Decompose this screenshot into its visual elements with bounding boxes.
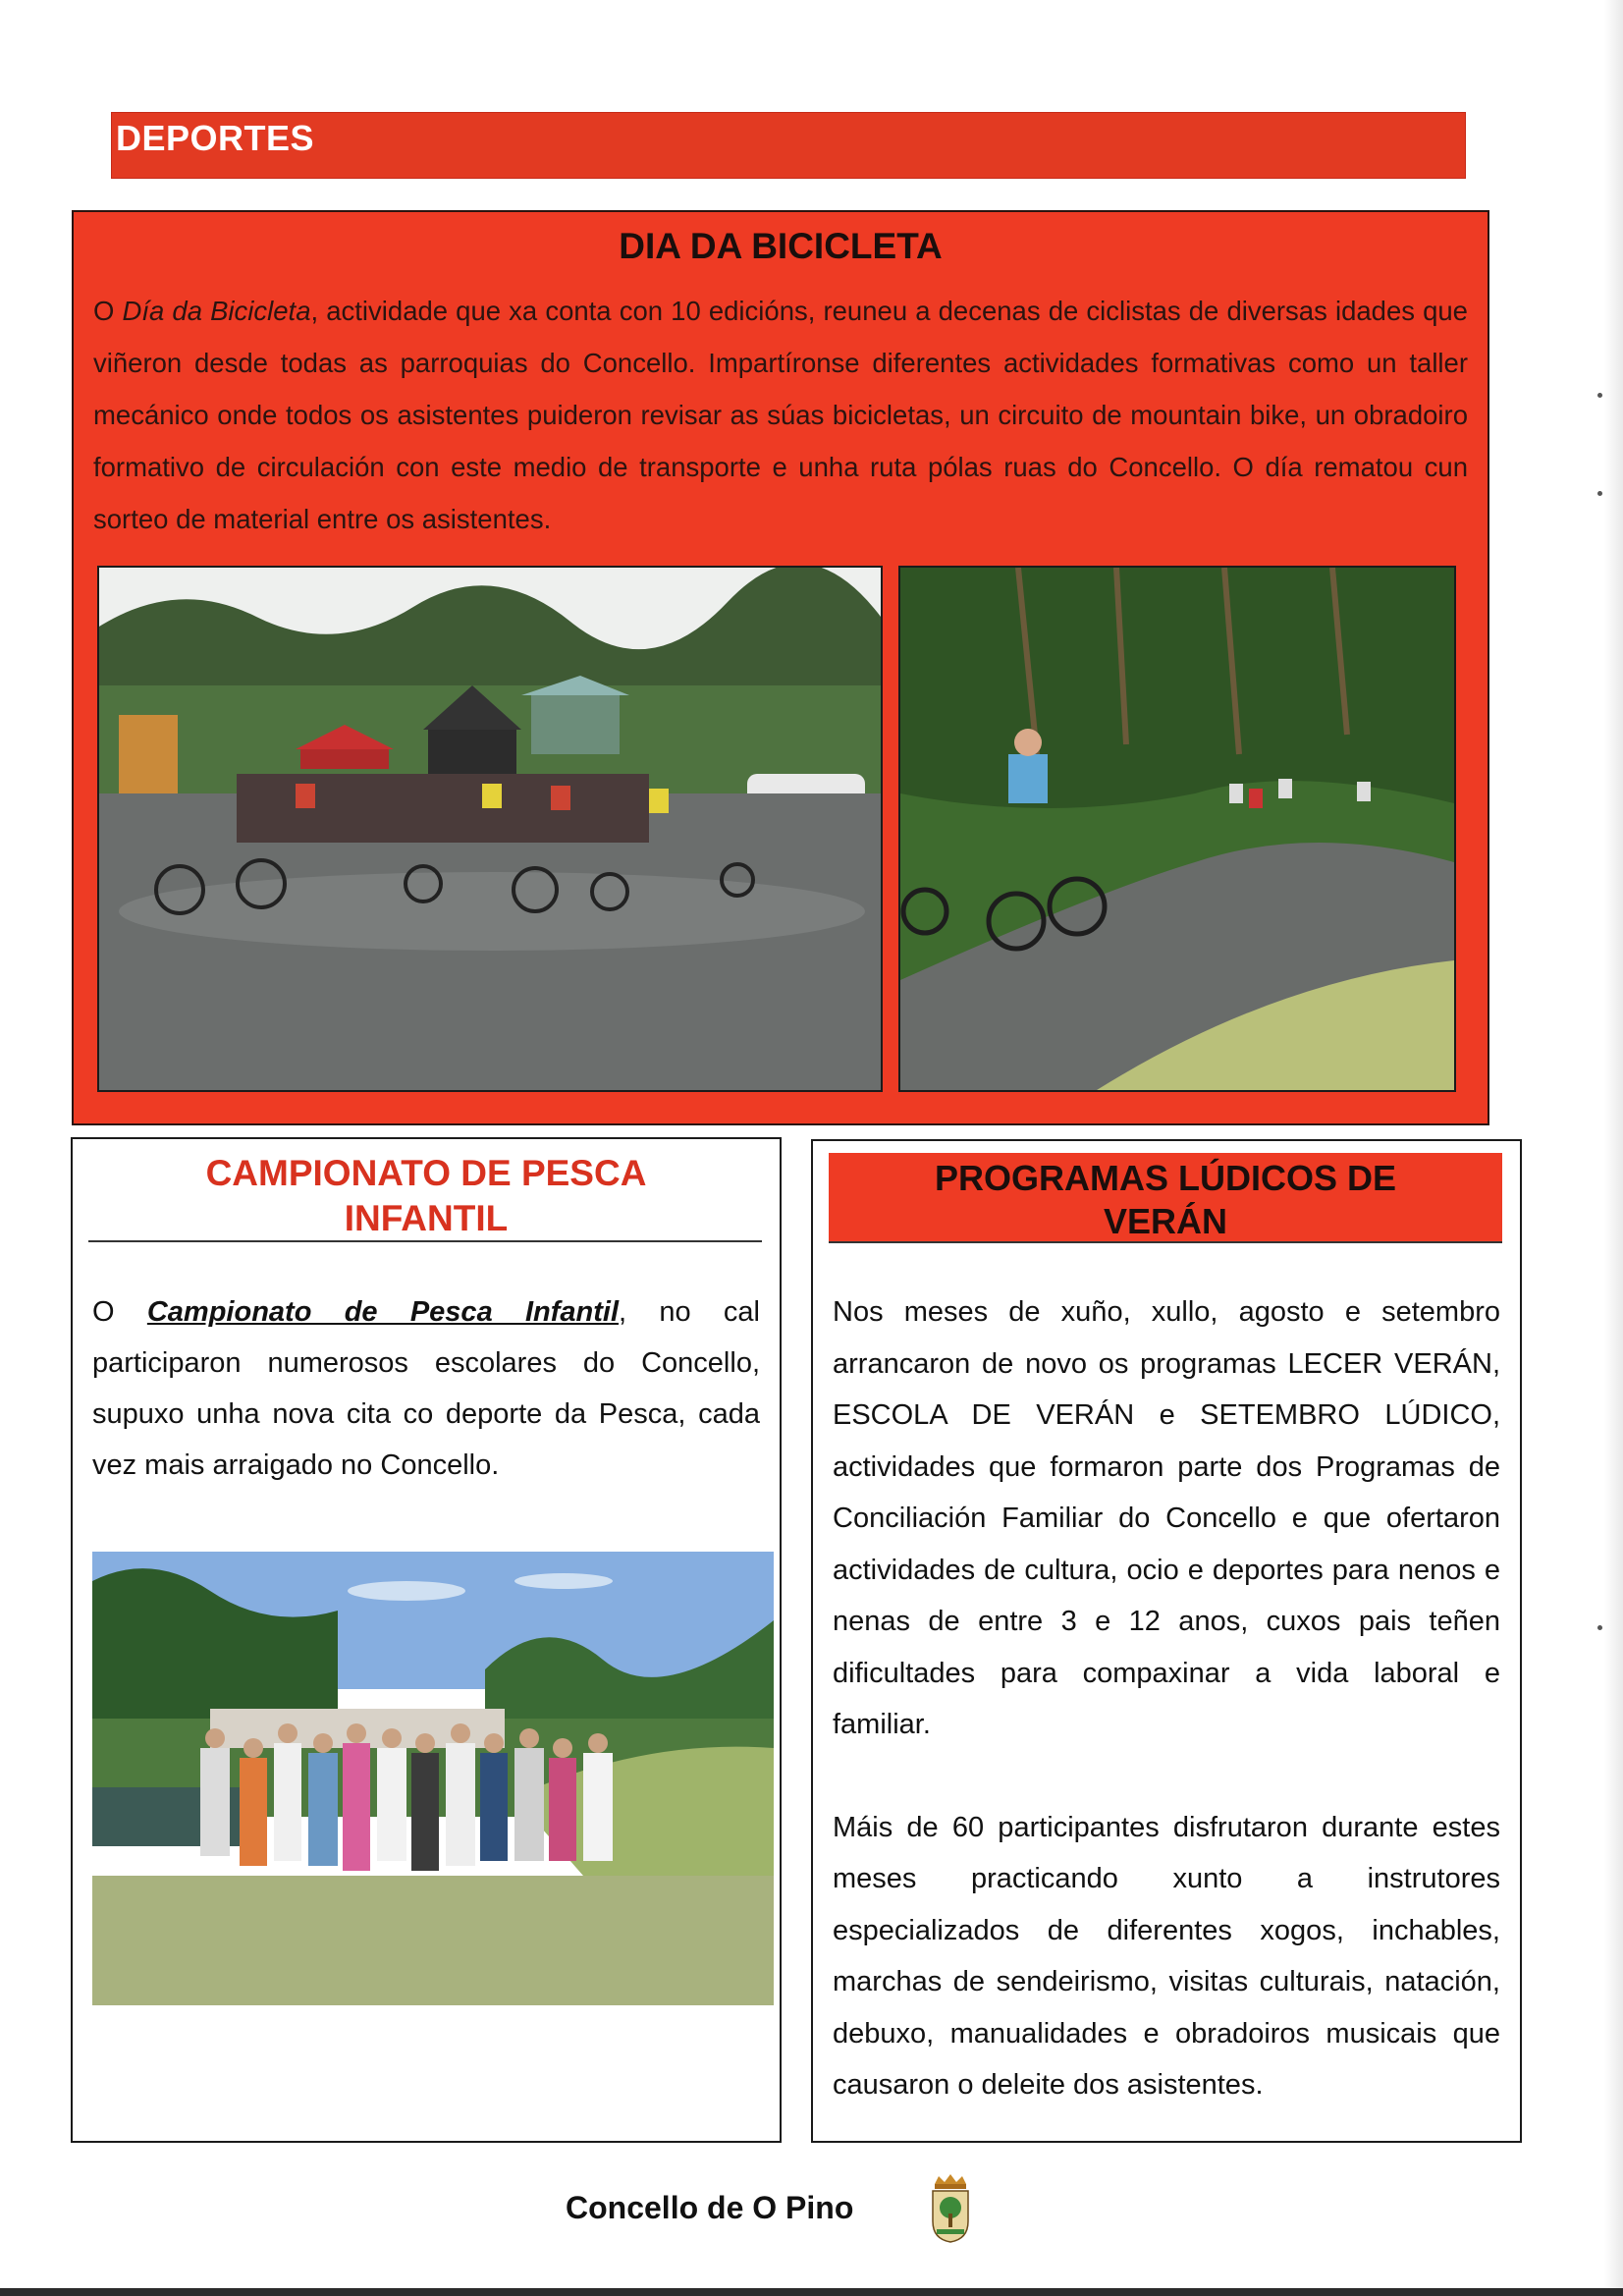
programas-paragraph-1: Nos meses de xuño, xullo, agosto e setembro arrancaron de novo os programas LECER VERÁN, ESCOLA DE VERÁN e SETEMBRO LÚDICO, actividades que formaron parte dos Programas de Conciliación Familiar do Concello e que ofertaron actividades de cultura, ocio e deportes para nenos e nenas de entre 3 e 12 anos, cuxos pais teñen dificultades para compaxinar a vida laboral e familiar.: [833, 1296, 1500, 1740]
bicicleta-text-body: , actividade que xa conta con 10 edicións, reuneu a decenas de ciclistas de diversas idades que viñeron desde todas as parroquias do Concello. Impartíronse diferentes actividades formativas como un taller mecánico onde todos os asistentes puideron revisar as súas bicicletas, un circuito de mountain bike, un obradoiro formativo de circulación con este medio de transporte e unha ruta pólas ruas do Concello. O día rematou cun sorteo de material entre os asistentes.: [93, 296, 1468, 534]
cyclists-group-photo: [97, 566, 883, 1092]
pesca-text: [92, 1286, 760, 1491]
pesca-text-intro: O: [92, 1296, 147, 1328]
programas-title: [829, 1157, 1502, 1243]
pesca-highlight: Campionato de Pesca Infantil: [146, 1296, 620, 1328]
bicicleta-title: DIA DA BICICLETA: [619, 226, 943, 266]
pesca-title-line2: INFANTIL: [344, 1198, 509, 1238]
pesca-group-photo: [92, 1552, 774, 2005]
page-edge-shade: [1604, 0, 1623, 2296]
section-title: DEPORTES: [116, 118, 315, 158]
dia-da-bicicleta-box: [72, 210, 1489, 1125]
programas-title-line1: PROGRAMAS LÚDICOS DE: [934, 1158, 1397, 1198]
pesca-divider: [88, 1240, 762, 1242]
programas-text: [833, 1286, 1500, 2111]
programas-title-line2: VERÁN: [1103, 1201, 1228, 1241]
page-bottom-edge: [0, 2288, 1623, 2296]
programas-ludicos-panel: [811, 1139, 1522, 2143]
pesca-title-line1: CAMPIONATO DE PESCA: [205, 1153, 647, 1193]
footer-text: Concello de O Pino: [566, 2190, 854, 2225]
pesca-text-body: , no cal participaron numerosos escolares do Concello, supuxo unha nova cita co deporte da Pesca, cada vez mais arraigado no Concello.: [92, 1296, 760, 1481]
programas-paragraph-2: Máis de 60 participantes disfrutaron durante estes meses practicando xunto a instrutores especializados de diferentes xogos, inchables, marchas de sendeirismo, visitas culturais, natación, debuxo, manualidades e obradoiros musicais que causaron o deleite dos asistentes.: [833, 1811, 1500, 2101]
scan-mark: [1597, 393, 1602, 398]
bicicleta-text: [93, 285, 1468, 545]
bicicleta-text-intro: O: [93, 296, 123, 326]
pesca-title: [90, 1151, 762, 1241]
programas-title-bar: [829, 1153, 1502, 1243]
section-header-bar: [111, 112, 1466, 179]
scan-mark: [1597, 491, 1602, 496]
scan-mark: [1597, 1625, 1602, 1630]
municipal-crest-icon: [929, 2174, 972, 2243]
cyclists-road-photo: [898, 566, 1456, 1092]
bicicleta-text-emphasis: Día da Bicicleta: [122, 296, 311, 326]
campionato-pesca-panel: [71, 1137, 782, 2143]
